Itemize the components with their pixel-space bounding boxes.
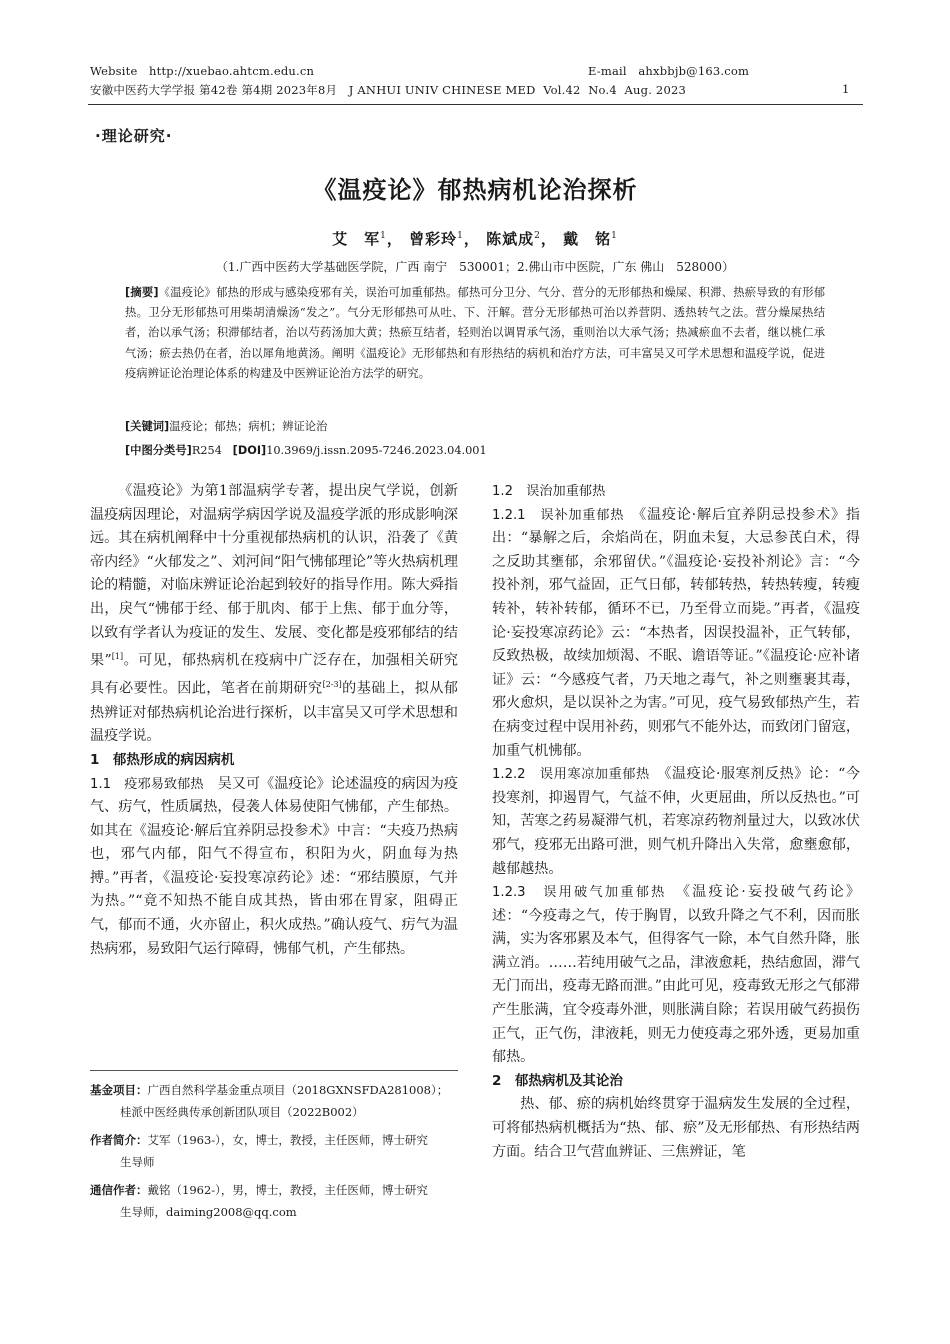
intro-text: 的基础上，拟从郁热辨证对郁热病机论治进行探析，以丰富吴又可学术思想和温疫学说。 <box>90 681 459 745</box>
corr-text: 生导师，daiming2008@qq.com <box>120 1204 297 1219</box>
subsection-heading: 1.2.1 误补加重郁热 <box>492 507 625 523</box>
footnote-fund <box>90 1080 462 1123</box>
keywords-label: [关键词] <box>125 420 170 433</box>
subsection-heading-1-2: 1.2 误治加重郁热 <box>492 484 606 499</box>
right-column <box>492 480 860 1164</box>
abstract-text: 《温疫论》郁热的形成与感染疫邪有关，误治可加重郁热。郁热可分卫分、气分、营分的无形郁热和燥屎、积滞、热瘀导致的有形郁热。卫分无形郁热可用柴胡清燥汤“发之”。气分无形郁热可从吐、下、汗解。营分无形郁热可治以养营阴、透热转气之法。营分燥屎热结者，治以承气汤；积滞郁结者，治以芍药汤加大黄；热瘀互结者，轻则治以调胃承气汤，重则治以大承气汤；热减瘀血不去者，继以桃仁承气汤；瘀去热仍在者，治以犀角地黄汤。阐明《温疫论》无形郁热和有形热结的病机和治疗方法，可丰富吴又可学术思想和温疫学说，促进疫病辨证论治理论体系的构建及中医辨证论治方法学的研究。 <box>125 286 826 380</box>
subsection-heading: 1.2.3 误用破气加重郁热 <box>492 885 667 901</box>
footnote-correspondence <box>90 1180 462 1223</box>
left-column <box>90 480 458 961</box>
author-affil-mark: 2 <box>534 231 541 241</box>
subsection-1-2-1 <box>492 504 860 764</box>
author-affil-mark: 1 <box>380 231 387 241</box>
intro-paragraph <box>90 480 458 749</box>
classification-code: R254 <box>191 444 222 457</box>
subsection-1-2-3 <box>492 881 860 1070</box>
doi-label: [DOI] <box>232 444 267 457</box>
citation-ref: [1] <box>111 652 124 662</box>
header-website: Website http://xuebao.ahtcm.edu.cn <box>90 64 315 78</box>
header-divider <box>88 104 863 105</box>
keywords <box>125 418 327 434</box>
subsection-text: 《温疫论·解后宜养阴忌投参术》指出：“暴解之后，余焰尚在，阴血未复，大忌参芪白术，得之反助其壅郁，余邪留伏。”《温疫论·妄投补剂论》言：“今投补剂，邪气益固，正气日郁，转郁转热，转热转瘦，转瘦转补，转补转郁，循环不已，乃至骨立而毙。”再者，《温疫论·妄投寒凉药论》云：“本热者，因误投温补，正气转郁，反致热极，故续加烦渴、不眠、谵语等证。”《温疫论·应补诸证》云：“今感疫气者，乃天地之毒气，补之则壅裹其毒，邪火愈炽，是以误补之为害。”可见，疫气易致郁热产生，若在病变过程中误用补药，则邪气不能外达，而致闭门留寇，加重气机怫郁。 <box>492 506 860 759</box>
corr-label: 通信作者： <box>90 1183 148 1197</box>
author-affil-mark: 1 <box>611 231 618 241</box>
subsection-heading: 1.1 疫邪易致郁热 <box>90 776 204 792</box>
subsection-text: 《温疫论·服寒剂反热》论：“今投寒剂，抑遏胃气，气益不伸，火更屈曲，所以反热也。”可知，苦寒之药易凝滞气机，若寒凉药物剂量过大，以致冰伏邪气，疫邪无出路可泄，则气机升降出入失常，愈壅愈郁，越郁越热。 <box>492 766 860 877</box>
subsection-text: 《温疫论·妄投破气药论》述：“今疫毒之气，传于胸胃，以致升降之气不利，因而胀满，实为客邪累及本气，但得客气一除，本气自然升降，胀满立消。……若纯用破气之品，津液愈耗，热结愈固，滞气无门而出，疫毒无路而泄。”由此可见，疫毒致无形之气郁滞产生胀满，宜令疫毒外泄，则胀满自除；若误用破气药损伤正气，正气伤，津液耗，则无力使疫毒之邪外透，更易加重郁热。 <box>492 884 860 1066</box>
doi-value: 10.3969/j.issn.2095-7246.2023.04.001 <box>266 444 487 457</box>
section-tag: ·理论研究· <box>95 127 173 145</box>
affiliation: （1.广西中医药大学基础医学院，广西 南宁 530001；2.佛山市中医院，广东 佛山 528000） <box>215 260 735 274</box>
classification <box>125 442 487 458</box>
footnote-author <box>90 1130 462 1173</box>
corr-text: 戴铭（1962-），男，博士，教授，主任医师，博士研究 <box>147 1183 428 1197</box>
subsection-heading: 1.2.2 误用寒凉加重郁热 <box>492 767 650 783</box>
header-email: E-mail ahxbbjb@163.com <box>588 64 750 78</box>
section-heading-2: 2 郁热病机及其论治 <box>492 1072 623 1089</box>
keywords-text: 温疫论；郁热；病机；辨证论治 <box>169 420 328 433</box>
author-name: 陈斌成 <box>486 230 535 248</box>
author-name: 艾 军 <box>332 230 381 248</box>
footnote-divider <box>90 1070 458 1071</box>
author-name: 戴 铭 <box>563 230 612 248</box>
intro-text: 。可见，郁热病机在疫病中广泛存在，加强相关研究具有必要性。因此，笔者在前期研究 <box>90 652 458 698</box>
fund-text: 桂派中医经典传承创新团队项目（2022B002） <box>120 1104 364 1119</box>
subsection-1-2-2 <box>492 763 860 881</box>
author-list <box>0 228 950 249</box>
author-bio-label: 作者简介： <box>90 1133 148 1147</box>
classification-label: [中图分类号] <box>125 444 192 457</box>
author-affil-mark: 1 <box>457 231 464 241</box>
intro-text: 《温疫论》为第1部温病学专著，提出戾气学说，创新温疫病因理论，对温病学病因学说及温疫学派的形成影响深远。其在病机阐释中十分重视郁热病机的认识，沿袭了《黄帝内经》“火郁发之”、刘河间“阳气怫郁理论”等火热病机理论的精髓，对临床辨证论治起到较好的指导作用。陈大舜指出，戾气“怫郁于经、郁于肌肉、郁于上焦、郁于血分等，以致有学者认为疫证的发生、发展、变化都是疫邪郁结的结果” <box>90 483 458 669</box>
section-heading-1: 1 郁热形成的病因病机 <box>90 751 235 768</box>
author-name: 曾彩玲 <box>409 230 458 248</box>
author-separator: ， <box>386 230 403 248</box>
author-bio-text: 艾军（1963-），女，博士，教授，主任医师，博士研究 <box>147 1133 428 1147</box>
citation-ref: [2-3] <box>322 680 342 690</box>
header-journal-line: 安徽中医药大学学报 第42卷 第4期 2023年8月 J ANHUI UNIV CHINESE MED Vol.42 No.4 Aug. 2023 <box>90 83 686 97</box>
fund-label: 基金项目： <box>90 1083 148 1097</box>
author-separator: ， <box>540 230 557 248</box>
subsection-1-1 <box>90 773 458 962</box>
fund-text: 广西自然科学基金重点项目（2018GXNSFDA281008）； <box>147 1083 449 1097</box>
author-separator: ， <box>463 230 480 248</box>
page-number: 1 <box>842 82 850 96</box>
abstract <box>125 283 825 384</box>
author-bio-text: 生导师 <box>120 1154 155 1169</box>
abstract-label: [摘要] <box>125 286 159 299</box>
section-2-paragraph: 热、郁、瘀的病机始终贯穿于温病发生发展的全过程，可将郁热病机概括为“热、郁、瘀”及无形郁热、有形热结两方面。结合卫气营血辨证、三焦辨证，笔 <box>492 1096 860 1160</box>
paper-title: 《温疫论》郁热病机论治探析 <box>312 176 638 204</box>
subsection-text: 吴又可《温疫论》论述温疫的病因为疫气、疠气，性质属热，侵袭人体易使阳气怫郁，产生郁热。如其在《温疫论·解后宜养阴忌投参术》中言：“夫疫乃热病也，邪气内郁，阳气不得宣布，积阳为火，阴血每为热搏。”再者，《温疫论·妄投寒凉药论》述：“邪结膜原，气并为热。”“竟不知热不能自成其热，皆由邪在胃家，阻碍正气，郁而不通，火亦留止，积火成热。”确认疫气、疠气为温热病邪，易致阳气运行障碍，怫郁气机，产生郁热。 <box>90 775 458 957</box>
